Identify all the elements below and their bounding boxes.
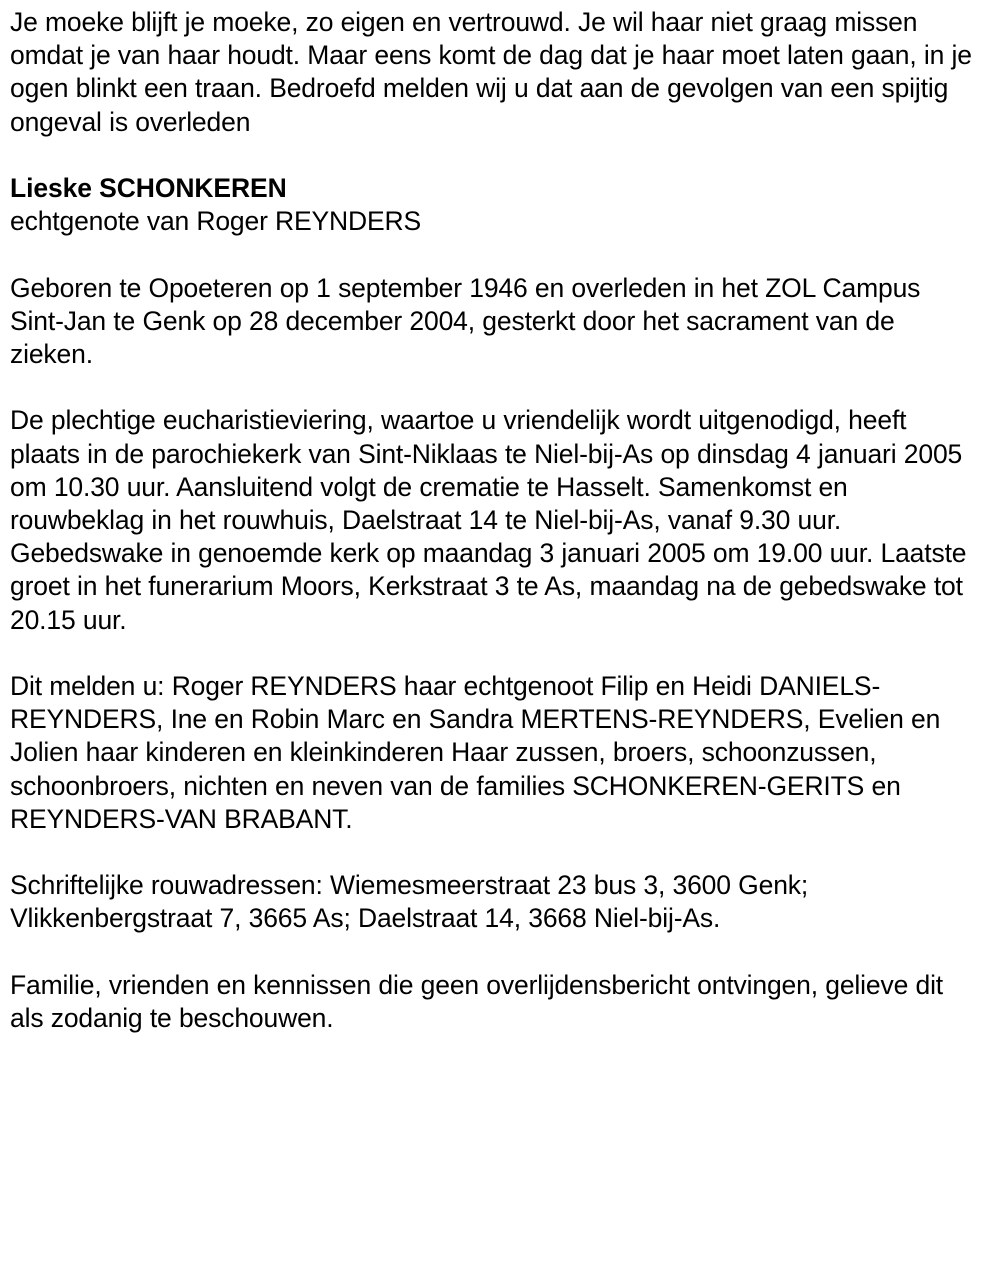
spouse-relation-line: echtgenote van Roger REYNDERS [10, 206, 422, 237]
deceased-name: Lieske SCHONKEREN [10, 173, 287, 203]
intro-poem-paragraph: Je moeke blijft je moeke, zo eigen en vertrouwd. Je wil haar niet graag missen omdat je van haar houdt. Maar eens komt de dag dat je haar moet laten gaan, in je ogen blinkt een traan. Bedroefd melden wij u dat aan de gevolgen van een spijtig ongeval is overleden [10, 7, 972, 137]
ceremony-details-paragraph: De plechtige eucharistieviering, waartoe u vriendelijk wordt uitgenodigd, heeft plaats in de parochiekerk van Sint-Niklaas te Niel-bij-As op dinsdag 4 januari 2005 om 10.30 uur. Aansluitend volgt de crematie te Hasselt. Samenkomst en rouwbeklag in het rouwhuis, Daelstraat 14 te Niel-bij-As, vanaf 9.30 uur. Gebedswake in genoemde kerk op maandag 3 januari 2005 om 19.00 uur. Laatste groet in het funerarium Moors, Kerkstraat 3 te As, maandag na de gebedswake tot 20.15 uur. [10, 405, 967, 635]
survivors-paragraph: Dit melden u: Roger REYNDERS haar echtgenoot Filip en Heidi DANIELS-REYNDERS, Ine en Robin Marc en Sandra MERTENS-REYNDERS, Evelien en Jolien haar kinderen en kleinkinderen Haar zussen, broers, schoonzussen, schoonbroers, nichten en neven van de families SCHONKEREN-GERITS en REYNDERS-VAN BRABANT. [10, 671, 941, 834]
birth-and-death-paragraph: Geboren te Opoeteren op 1 september 1946 en overleden in het ZOL Campus Sint-Jan te Genk op 28 december 2004, gesterkt door het sacrament van de zieken. [10, 272, 921, 369]
closing-note-paragraph: Familie, vrienden en kennissen die geen overlijdensbericht ontvingen, gelieve dit als zodanig te beschouwen. [10, 969, 944, 1033]
condolence-addresses-paragraph: Schriftelijke rouwadressen: Wiemesmeerstraat 23 bus 3, 3600 Genk; Vlikkenbergstraat 7, 3665 As; Daelstraat 14, 3668 Niel-bij-As. [10, 870, 809, 934]
